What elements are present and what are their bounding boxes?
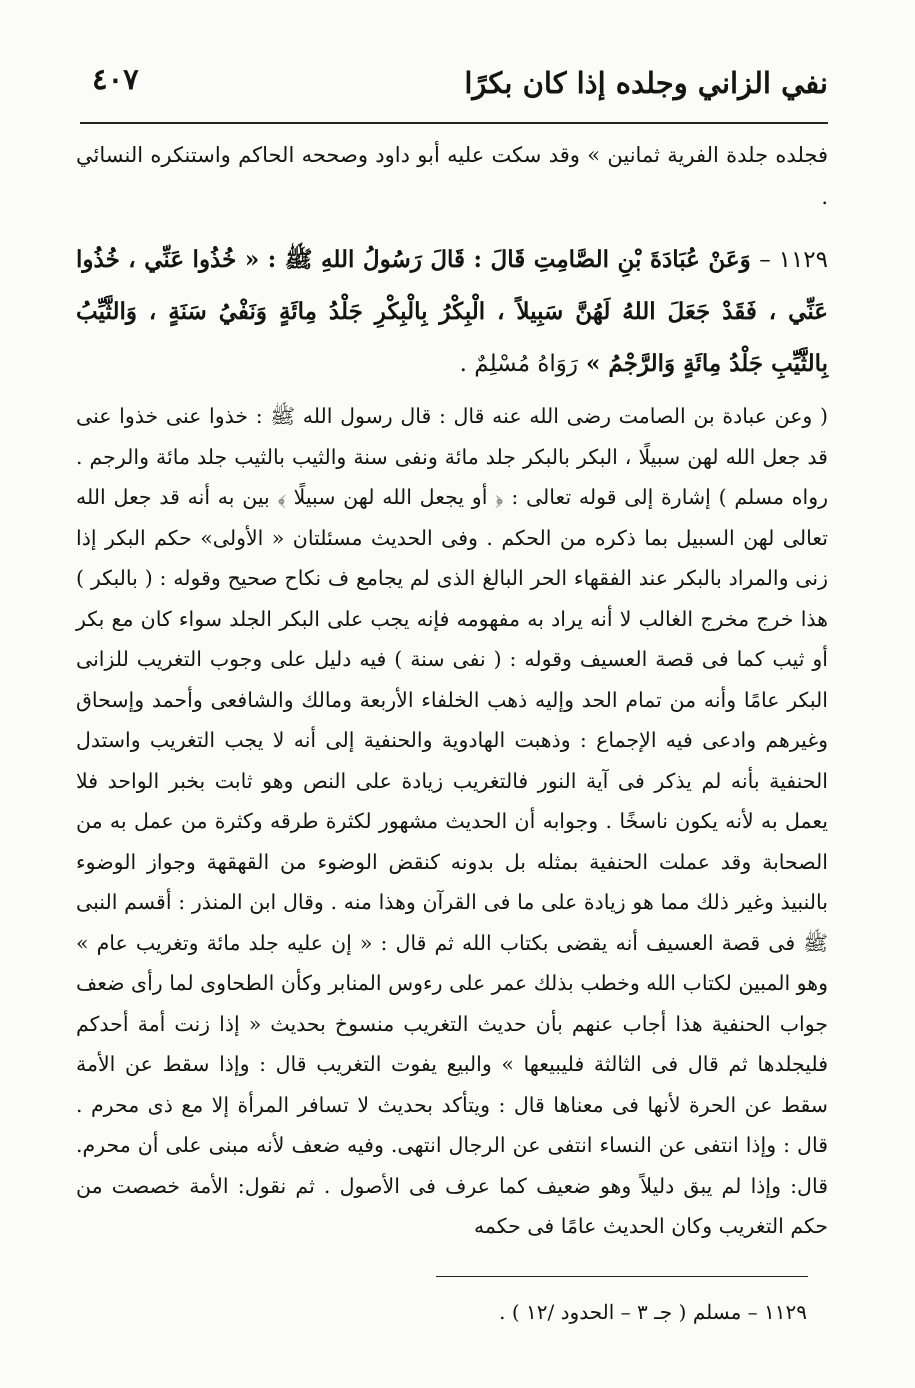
header-rule [80,122,828,124]
footnote: ١١٢٩ – مسلم ( جـ ٣ – الحدود /١٢ ) . [499,1300,807,1324]
page-number: ٤٠٧ [92,62,139,96]
continuation-paragraph: فجلده جلدة الفرية ثمانين » وقد سكت عليه أبو داود وصححه الحاكم واستنكره النسائي . [76,143,828,209]
hadith-text: وَعَنْ عُبَادَةَ بْنِ الصَّامِتِ قَالَ : قَالَ رَسُولُ اللهِ ﷺ : « خُذُوا عَنِّي ، خُذُوا عَنِّي ، فَقَدْ جَعَلَ اللهُ لَهُنَّ سَبِيلاً ، الْبِكْرُ بِالْبِكْرِ جَلْدُ مِائَةٍ وَنَفْيُ سَنَةٍ ، وَالثَّيِّبُ بِالثَّيِّبِ جَلْدُ مِائَةٍ وَالرَّجْمُ » [76,246,828,377]
page-body [76,134,828,1247]
footnote-rule [436,1276,808,1277]
hadith-number: ١١٢٩ – [759,247,829,273]
commentary-paragraph: ( وعن عبادة بن الصامت رضى الله عنه قال : قال رسول الله ﷺ : خذوا عنى خذوا عنى قد جعل الله لهن سبيلًا ، البكر بالبكر جلد مائة ونفى سنة والثيب بالثيب جلد مائة والرجم . رواه مسلم ) إشارة إلى قوله تعالى : ﴿ أو يجعل الله لهن سبيلًا ﴾ بين به أنه قد جعل الله تعالى لهن السبيل بما ذكره من الحكم . وفى الحديث مسئلتان « الأولى» حكم البكر إذا زنى والمراد بالبكر عند الفقهاء الحر البالغ الذى لم يجامع ف نكاح صحيح وقوله : ( بالبكر ) هذا خرج مخرج الغالب لا أنه يراد به مفهومه فإنه يجب على البكر الجلد سواء كان مع بكر أو ثيب كما فى قصة العسيف وقوله : ( نفى سنة ) فيه دليل على وجوب التغريب للزانى البكر عامًا وأنه من تمام الحد وإليه ذهب الخلفاء الأربعة ومالك والشافعى وأحمد وإسحاق وغيرهم وادعى فيه الإجماع : وذهبت الهادوية والحنفية إلى أنه لا يجب التغريب واستدل الحنفية بأنه لم يذكر فى آية النور فالتغريب زيادة على النص وهو ثابت بخبر الواحد فلا يعمل به لأنه يكون ناسخًا . وجوابه أن الحديث مشهور لكثرة طرقه وكثرة من عمل به من الصحابة وقد عملت الحنفية بمثله بل بدونه كنقض الوضوء من القهقهة وجواز الوضوء بالنبيذ وغير ذلك مما هو زيادة على ما فى القرآن وهذا منه . وقال ابن المنذر : أقسم النبى ﷺ فى قصة العسيف أنه يقضى بكتاب الله ثم قال : « إن عليه جلد مائة وتغريب عام » وهو المبين لكتاب الله وخطب بذلك عمر على رءوس المنابر وكأن الطحاوى لما رأى ضعف جواب الحنفية هذا أجاب عنهم بأن حديث التغريب منسوخ بحديث « إذا زنت أمة أحدكم فليجلدها ثم قال فى الثالثة فليبيعها » والبيع يفوت التغريب قال : وإذا سقط عن الأمة سقط عن الحرة لأنها فى معناها قال : ويتأكد بحديث لا تسافر المرأة إلا مع ذى محرم . قال : وإذا انتفى عن النساء انتفى عن الرجال انتهى. وفيه ضعف لأنه مبنى على أن محرم. قال: وإذا لم يبق دليلاً وهو ضعيف كما عرف فى الأصول . ثم نقول: الأمة خصصت من حكم التغريب وكان الحديث عامًا فى حكمه [76,404,828,1238]
running-title: نفي الزاني وجلده إذا كان بكرًا [464,66,828,100]
page-header [80,60,828,122]
hadith-paragraph [76,234,828,390]
hadith-source: رَوَاهُ مُسْلِمٌ . [459,351,578,377]
